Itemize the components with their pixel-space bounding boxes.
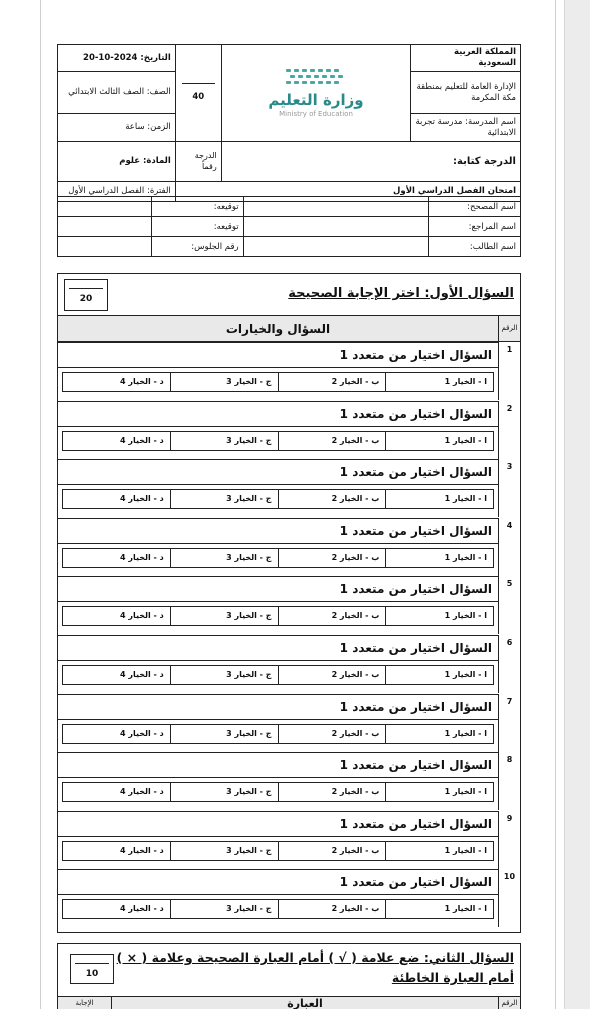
grade-numeric-label: الدرجة رقماً	[175, 142, 221, 182]
ministry-logo	[221, 45, 411, 142]
question-number: 1	[498, 342, 520, 400]
answer-option[interactable]: د - الخيار 4	[120, 845, 164, 855]
answer-option[interactable]: ا - الخيار 1	[385, 842, 493, 860]
question-row	[58, 401, 520, 459]
exam-date: التاريخ: 2024-10-20	[58, 45, 176, 72]
question-one-section	[57, 273, 521, 933]
answer-option[interactable]: د - الخيار 4	[120, 670, 164, 679]
question-two-title: السؤال الثاني: ضع علامة ( √ ) أمام العبارة الصحيحة وعلامة ( × ) أمام العبارة الخاطئة	[116, 950, 514, 985]
answer-option[interactable]: ب - الخيار 2	[278, 373, 386, 391]
question-row	[58, 518, 520, 576]
answer-option[interactable]: ج - الخيار 3	[170, 490, 278, 508]
term-label: الفترة: الفصل الدراسي الأول	[58, 182, 176, 202]
answer-option[interactable]: ا - الخيار 1	[385, 549, 493, 567]
answer-option[interactable]: ا - الخيار 1	[385, 490, 493, 508]
answer-option[interactable]: ا - الخيار 1	[385, 725, 493, 743]
answer-option[interactable]: د - الخيار 4	[120, 611, 164, 621]
answer-option[interactable]: ب - الخيار 2	[278, 725, 386, 743]
total-score-cell	[175, 45, 221, 142]
question-number: 6	[498, 635, 520, 693]
answer-options	[62, 665, 494, 685]
seat-field[interactable]	[58, 237, 152, 257]
answer-option[interactable]: د - الخيار 4	[120, 494, 164, 504]
reviewer-signature-field[interactable]	[58, 217, 152, 237]
answer-option[interactable]: ب - الخيار 2	[278, 432, 386, 450]
question-text: السؤال اختيار من متعدد 1	[58, 342, 498, 368]
total-score: 40	[192, 92, 205, 103]
question-row	[58, 869, 520, 927]
answer-option[interactable]: ا - الخيار 1	[385, 373, 493, 391]
question-row	[58, 811, 520, 869]
q2-column-statement: العبارة	[287, 997, 323, 1009]
answer-option[interactable]: ج - الخيار 3	[170, 900, 278, 918]
question-two-score: 10	[85, 969, 99, 979]
answer-option[interactable]: ب - الخيار 2	[278, 549, 386, 567]
grade-written-label: الدرجة كتابة:	[221, 142, 520, 182]
logo-text-en: Ministry of Education	[279, 110, 353, 119]
answer-option[interactable]: د - الخيار 4	[120, 904, 164, 914]
answer-option[interactable]: ا - الخيار 1	[385, 666, 493, 684]
question-one-title: السؤال الأول: اختر الإجابة الصحيحة	[288, 286, 514, 301]
column-question: السؤال والخيارات	[225, 322, 331, 336]
question-number: 4	[498, 518, 520, 576]
answer-options	[62, 489, 494, 509]
q2-column-answer: الإجابة	[58, 997, 112, 1009]
question-two-score-box	[70, 954, 114, 984]
question-two-section	[57, 943, 521, 1009]
question-text: السؤال اختيار من متعدد 1	[58, 752, 498, 778]
question-one-header	[58, 274, 520, 316]
answer-option[interactable]: ب - الخيار 2	[278, 900, 386, 918]
answer-options	[62, 606, 494, 626]
question-number: 3	[498, 459, 520, 517]
answer-option[interactable]: ج - الخيار 3	[170, 783, 278, 801]
subject-label: المادة: علوم	[58, 142, 176, 182]
grade-label: الصف: الصف الثالث الابتدائي	[58, 72, 176, 114]
names-table	[57, 196, 521, 257]
question-row	[58, 576, 520, 634]
education-admin: الإدارة العامة للتعليم بمنطقة مكة المكرمة	[411, 72, 521, 114]
answer-option[interactable]: د - الخيار 4	[120, 728, 164, 738]
answer-option[interactable]: د - الخيار 4	[120, 435, 164, 445]
column-number: الرقم	[498, 316, 520, 342]
scrollbar-track[interactable]	[564, 0, 590, 1009]
answer-option[interactable]: ج - الخيار 3	[170, 842, 278, 860]
exam-title: امتحان الفصل الدراسي الأول	[175, 182, 520, 202]
question-number: 10	[498, 869, 520, 927]
question-number: 2	[498, 401, 520, 459]
answer-options	[62, 372, 494, 392]
question-row	[58, 342, 520, 400]
question-text: السؤال اختيار من متعدد 1	[58, 694, 498, 720]
answer-option[interactable]: ب - الخيار 2	[278, 490, 386, 508]
answer-options	[62, 782, 494, 802]
q2-column-number: الرقم	[498, 997, 520, 1009]
question-text: السؤال اختيار من متعدد 1	[58, 576, 498, 602]
question-text: السؤال اختيار من متعدد 1	[58, 459, 498, 485]
question-text: السؤال اختيار من متعدد 1	[58, 811, 498, 837]
question-one-score-box	[64, 279, 108, 311]
answer-option[interactable]: ا - الخيار 1	[385, 432, 493, 450]
reviewer-signature-label: توقيعه:	[151, 217, 243, 237]
corrector-signature-field[interactable]	[58, 197, 152, 217]
question-row	[58, 694, 520, 752]
question-row	[58, 459, 520, 517]
question-number: 8	[498, 752, 520, 810]
ministry-logo-icon	[284, 67, 348, 89]
exam-header-table	[57, 44, 521, 202]
question-row	[58, 635, 520, 693]
question-number: 9	[498, 811, 520, 869]
answer-option[interactable]: ا - الخيار 1	[385, 900, 493, 918]
time-label: الزمن: ساعة	[58, 114, 176, 142]
question-text: السؤال اختيار من متعدد 1	[58, 401, 498, 427]
answer-option[interactable]: ج - الخيار 3	[170, 373, 278, 391]
corrector-signature-label: توقيعه:	[151, 197, 243, 217]
answer-option[interactable]: د - الخيار 4	[120, 787, 164, 797]
question-row	[58, 752, 520, 810]
answer-option[interactable]: ب - الخيار 2	[278, 842, 386, 860]
corrector-label: اسم المصحح:	[429, 197, 521, 217]
logo-text-ar: وزارة التعليم	[268, 90, 364, 109]
answer-options	[62, 724, 494, 744]
answer-option[interactable]: ج - الخيار 3	[170, 725, 278, 743]
kingdom-label: المملكة العربية السعودية	[411, 45, 521, 72]
answer-option[interactable]: د - الخيار 4	[120, 377, 164, 386]
reviewer-field[interactable]	[243, 217, 429, 237]
answer-options	[62, 548, 494, 568]
answer-option[interactable]: د - الخيار 4	[120, 552, 164, 562]
question-text: السؤال اختيار من متعدد 1	[58, 869, 498, 895]
answer-options	[62, 899, 494, 919]
answer-option[interactable]: ج - الخيار 3	[170, 432, 278, 450]
question-one-score: 20	[79, 294, 93, 304]
corrector-field[interactable]	[243, 197, 429, 217]
answer-option[interactable]: ج - الخيار 3	[170, 549, 278, 567]
answer-option[interactable]: ب - الخيار 2	[278, 666, 386, 684]
answer-option[interactable]: ج - الخيار 3	[170, 666, 278, 684]
question-two-columns	[58, 996, 520, 1009]
answer-option[interactable]: ا - الخيار 1	[385, 607, 493, 625]
question-number: 5	[498, 576, 520, 634]
answer-option[interactable]: ا - الخيار 1	[385, 783, 493, 801]
answer-options	[62, 431, 494, 451]
student-field[interactable]	[243, 237, 429, 257]
question-text: السؤال اختيار من متعدد 1	[58, 635, 498, 661]
answer-options	[62, 841, 494, 861]
student-label: اسم الطالب:	[429, 237, 521, 257]
school-name: اسم المدرسة: مدرسة تجربة الابتدائية	[411, 114, 521, 142]
answer-option[interactable]: ج - الخيار 3	[170, 607, 278, 625]
answer-option[interactable]: ب - الخيار 2	[278, 607, 386, 625]
reviewer-label: اسم المراجع:	[429, 217, 521, 237]
answer-option[interactable]: ب - الخيار 2	[278, 783, 386, 801]
question-one-columns	[58, 316, 520, 342]
question-number: 7	[498, 694, 520, 752]
seat-label: رقم الجلوس:	[151, 237, 243, 257]
question-text: السؤال اختيار من متعدد 1	[58, 518, 498, 544]
